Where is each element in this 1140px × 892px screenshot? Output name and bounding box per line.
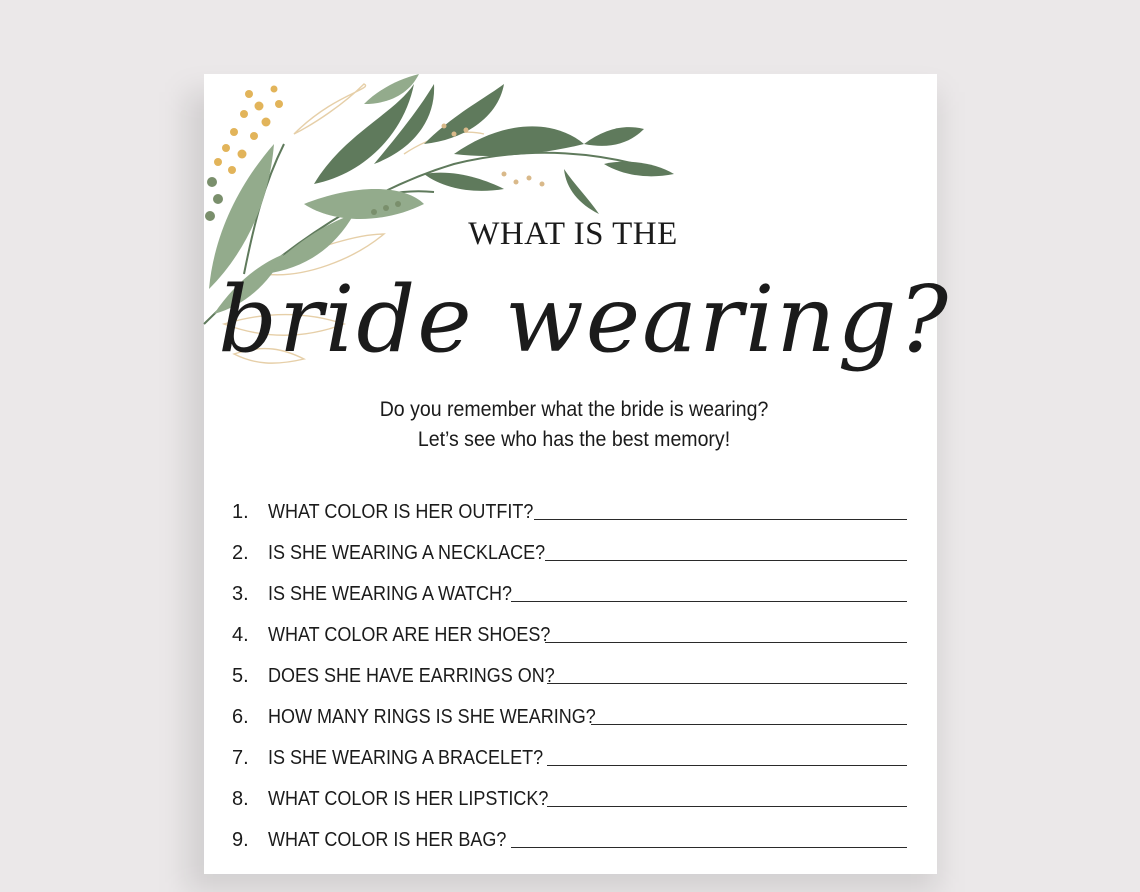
question-item (232, 617, 907, 647)
answer-line[interactable] (591, 724, 907, 725)
subtitle-line-1: Do you remember what the bride is wearing? (379, 398, 769, 421)
question-item (232, 494, 907, 524)
title-script-text: bride wearing? (218, 266, 950, 373)
question-number: 8. (232, 788, 249, 810)
question-number: 6. (232, 706, 249, 728)
printable-sheet (204, 74, 950, 874)
answer-line[interactable] (547, 806, 907, 807)
question-number: 3. (232, 583, 249, 605)
question-item (232, 699, 907, 729)
question-item (232, 658, 907, 688)
question-text: IS SHE WEARING A NECKLACE? (268, 542, 546, 564)
answer-line[interactable] (511, 847, 907, 848)
answer-line[interactable] (545, 560, 907, 561)
question-item (232, 781, 907, 811)
question-number: 4. (232, 624, 249, 646)
question-item (232, 576, 907, 606)
question-number: 7. (232, 747, 249, 769)
question-text: WHAT COLOR ARE HER SHOES? (268, 624, 551, 646)
answer-line[interactable] (547, 765, 907, 766)
question-text: HOW MANY RINGS IS SHE WEARING? (268, 706, 596, 728)
question-text: WHAT COLOR IS HER LIPSTICK? (268, 788, 549, 810)
question-number: 5. (232, 665, 249, 687)
title-script (218, 256, 950, 396)
question-item (232, 535, 907, 565)
title-small: WHAT IS THE (468, 216, 678, 252)
question-item (232, 822, 907, 852)
question-item (232, 740, 907, 770)
question-text: IS SHE WEARING A BRACELET? (268, 747, 544, 769)
answer-line[interactable] (547, 683, 907, 684)
question-text: WHAT COLOR IS HER BAG? (268, 829, 507, 851)
answer-line[interactable] (545, 642, 907, 643)
answer-line[interactable] (511, 601, 907, 602)
question-text: WHAT COLOR IS HER OUTFIT? (268, 501, 534, 523)
question-number: 2. (232, 542, 249, 564)
question-number: 9. (232, 829, 249, 851)
question-text: IS SHE WEARING A WATCH? (268, 583, 513, 605)
subtitle-line-2: Let’s see who has the best memory! (417, 428, 731, 451)
answer-line[interactable] (534, 519, 907, 520)
question-text: DOES SHE HAVE EARRINGS ON? (268, 665, 555, 687)
subtitle (323, 395, 825, 455)
question-number: 1. (232, 501, 249, 523)
